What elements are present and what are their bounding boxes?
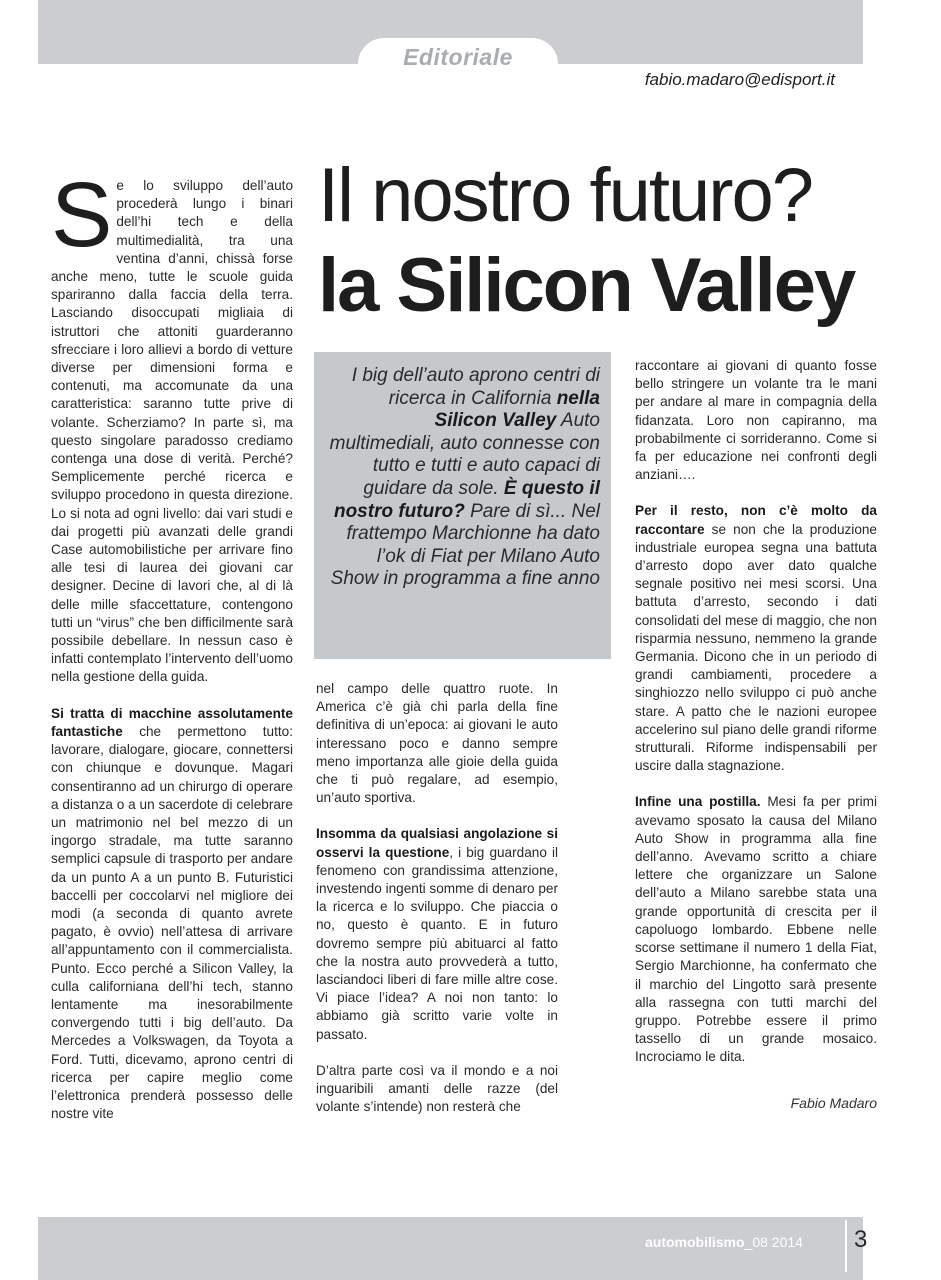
paragraph-text: , i big guardano il fenomeno con grandissima attenzione, investendo ingenti somme di denaro per la ricerca e lo sviluppo. Che piaccia o no, questo è quanto. E in futuro dovremo sempre più abituarci al fatto che la nostra auto provvederà a tutto, lasciandoci liberi di fare mille altre cose. Vi piace l’idea? A noi non tanto: lo abbiamo già scritto varie volte in passato. [316,844,558,1042]
header-band-corner [835,0,863,64]
paragraph-text: e lo sviluppo dell’auto procederà lungo i binari dell’hi tech e della multimedialità, tra una ventina d’anni, chissà forse anche meno, tutte le scuole guida spariranno dalla faccia della terra. Lasciando disoccupati migliaia di istruttori che attoniti guarderanno sfrecciare i loro allievi a bordo di vetture diverse per dimensioni forma e contenuti, ma accomunate da una caratteristica: saranno tutte prive di volante. Scherziamo? In parte sì, ma questo singolare paradosso crediamo contenga una dose di verità. Perché? Semplicemente perché ricerca e sviluppo procedono in questa direzione. Lo si nota ad ogni livello: dai vari studi e dai progetti più avanzati delle grandi Case automobilistiche per arrivare fino alle tesi di laurea dei giovani car designer. Decine di lavori che, al di là delle mille sfaccettature, contengono tutti un “virus” che ben difficilmente sarà possibile debellare. In nessun caso è infatti contemplato l’intervento dell’uomo nella gestione della guida. [51,178,293,685]
paragraph: raccontare ai giovani di quanto fosse bello stringere un volante tra le mani per andare al mare in compagnia della fidanzata. Loro non capiranno, ma probabilmente ci sorrideranno. Come si fa per educazione nei confronti degli anziani…. [635,358,877,483]
paragraph-text: Mesi fa per primi avevamo sposato la causa del Milano Auto Show in programma alla fine dell’anno. Avevamo scritto a chiare lettere che organizzare un Salone dell’auto a Milano sarebbe stata una grande opportunità di crescita per il capoluogo lombardo. Ebbene nelle scorse settimane il numero 1 della Fiat, Sergio Marchionne, ha confermato che il marchio del Lingotto sarà presente alla rassegna con tutti marchi del gruppo. Potrebbe essere il primo tassello di un grande mosaico. Incrociamo le dita. [635,794,877,1065]
paragraph: D’altra parte così va il mondo e a noi inguaribili amanti delle razze (del volante s’intende) non resterà che [316,1062,558,1115]
article-column-1 [51,164,293,1123]
paragraph [316,825,558,1043]
paragraph [51,164,293,687]
paragraph [635,793,877,1066]
paragraph-lead: Insomma da qualsiasi angolazione si osservi la questione [316,826,558,860]
standfirst-part: I big dell’auto aprono centri di ricerca in California [351,365,600,409]
standfirst-emphasis: È questo il nostro futuro? [333,477,600,522]
headline-line2: la Silicon Valley [318,243,855,328]
author-signature: Fabio Madaro [790,1095,877,1111]
paragraph-lead: Si tratta di macchine assolutamente fantastiche [51,705,293,739]
standfirst-emphasis: nella Silicon Valley [434,387,600,432]
paragraph-text: che permettono tutto: lavorare, dialogare, giocare, connettersi con chiunque e dovunque. Magari consentiranno ad un chirurgo di operare a distanza o a un sacerdote di celebrare un matrimonio nel bel mezzo di un ingorgo stradale, ma tutte saranno semplici capsule di trasporto per andare da un punto A a un punto B. Futuristici baccelli per coccolarvi nel migliore dei modi (a seconda di quanto avrete pagato, è ovvio) nell’attesa di arrivare all’appuntamento con il commercialista. Punto. Ecco perché a Silicon Valley, la culla californiana dell’hi tech, stanno lentamente ma inesorabilmente convergendo tutti i big dell’auto. Da Mercedes a Volkswagen, da Toyota a Ford. Tutti, dicevamo, aprono centri di ricerca per capire meglio come l’elettronica prenderà possesso delle nostre vite [51,723,293,1122]
standfirst-part: Pare di sì... Nel frattempo Marchionne ha dato l’ok di Fiat per Milano Auto Show in programma a fine anno [330,500,600,590]
magazine-name: automobilismo [645,1234,745,1250]
author-email[interactable]: fabio.madaro@edisport.it [644,70,835,89]
paragraph-text: se non che la produzione industriale europea segna una battuta d’arresto dopo aver dato qualche segnale positivo nei mesi scorsi. Una battuta d’arresto, secondo i dati consolidati del mese di maggio, che non risparmia nessuno, nemmeno la grande Germania. Dicono che in un periodo di grandi cambiamenti, procedere a singhiozzo nello sviluppo ci può anche stare. A patto che le nazioni europee accelerino sul piano delle grandi riforme strutturali. Riforme indispensabili per uscire dalla stagnazione. [635,521,877,774]
article-column-2 [316,680,558,1116]
paragraph [51,705,293,1124]
headline-line1: Il nostro futuro? [318,153,813,238]
paragraph-lead: Infine una postilla. [635,794,761,810]
footer-magazine [645,1234,803,1250]
drop-cap: S [51,164,113,266]
paragraph-lead: Per il resto, non c’è molto da raccontare [635,503,877,537]
article-column-3 [635,357,877,1067]
issue-number: _08 2014 [744,1234,803,1250]
footer-divider [845,1220,847,1272]
section-label: Editoriale [403,44,513,70]
paragraph: nel campo delle quattro ruote. In America c’è già chi parla della fine definitiva di un’epoca: ai giovani le auto interessano poco e danno sempre meno importanza alle gioie della guida che ti può regalare, ad esempio, un’auto sportiva. [316,681,558,806]
standfirst-text [326,365,600,591]
standfirst-part: Auto multimediali, auto connesse con tutto e tutti e auto capaci di guidare da sole. [329,410,600,499]
paragraph [635,502,877,775]
page-number: 3 [854,1226,868,1253]
